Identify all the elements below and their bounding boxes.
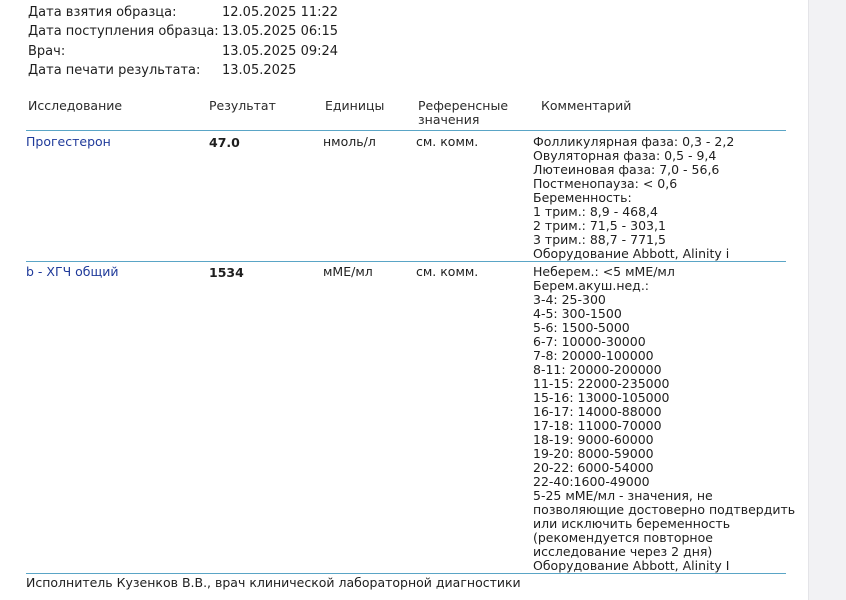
comment-line: 2 трим.: 71,5 - 303,1 (533, 218, 666, 233)
comment-line: 3 трим.: 88,7 - 771,5 (533, 232, 666, 247)
row-hcg-result: 1534 (209, 265, 244, 280)
row-progesterone-test: Прогестерон (26, 134, 111, 149)
comment-line: позволяющие достоверно подтвердить (533, 502, 796, 517)
comment-line: Оборудование Abbott, Alinity I (533, 558, 730, 573)
comment-line: Овуляторная фаза: 0,5 - 9,4 (533, 148, 717, 163)
comment-line: 5-25 мМЕ/мл - значения, не (533, 488, 713, 503)
comment-line: Оборудование Abbott, Alinity i (533, 246, 730, 261)
comment-line: или исключить беременность (533, 516, 731, 531)
comment-line: Неберем.: <5 мМЕ/мл (533, 264, 675, 279)
receipt-date-value: 13.05.2025 06:15 (222, 24, 339, 39)
header-comment: Комментарий (541, 98, 632, 113)
comment-line: 5-6: 1500-5000 (533, 320, 630, 335)
print-date-value: 13.05.2025 (222, 63, 297, 78)
doctor-label: Врач: (28, 44, 66, 59)
comment-line: Фолликулярная фаза: 0,3 - 2,2 (533, 134, 735, 149)
row-hcg-comment (533, 265, 795, 573)
row-progesterone-comment (533, 135, 734, 261)
comment-line: 1 трим.: 8,9 - 468,4 (533, 204, 658, 219)
table-bottom-divider (26, 573, 786, 574)
comment-line: 15-16: 13000-105000 (533, 390, 670, 405)
header-reference-line2: значения (418, 112, 480, 127)
comment-line: 20-22: 6000-54000 (533, 460, 654, 475)
row-hcg-test: b - ХГЧ общий (26, 264, 119, 279)
comment-line: Лютеиновая фаза: 7,0 - 56,6 (533, 162, 720, 177)
row-divider (26, 261, 786, 262)
row-progesterone-result: 47.0 (209, 135, 240, 150)
row-hcg-units: мМЕ/мл (323, 264, 373, 279)
comment-line: 16-17: 14000-88000 (533, 404, 662, 419)
header-reference-line1: Референсные (418, 98, 509, 113)
comment-line: 3-4: 25-300 (533, 292, 606, 307)
comment-line: Берем.акуш.нед.: (533, 278, 650, 293)
comment-line: 4-5: 300-1500 (533, 306, 622, 321)
comment-line: 7-8: 20000-100000 (533, 348, 654, 363)
doctor-value: 13.05.2025 09:24 (222, 44, 339, 59)
comment-line: 6-7: 10000-30000 (533, 334, 646, 349)
comment-line: исследование через 2 дня) (533, 544, 713, 559)
comment-line: 22-40:1600-49000 (533, 474, 650, 489)
receipt-date-label: Дата поступления образца: (28, 24, 219, 39)
comment-line: 19-20: 8000-59000 (533, 446, 654, 461)
performer-signature: Исполнитель Кузенков В.В., врач клинической лабораторной диагностики (26, 575, 521, 590)
comment-line: 8-11: 20000-200000 (533, 362, 662, 377)
comment-line: 11-15: 22000-235000 (533, 376, 670, 391)
row-hcg-reference: см. комм. (416, 264, 479, 279)
header-divider (26, 130, 786, 131)
header-units: Единицы (325, 98, 385, 113)
comment-line: Постменопауза: < 0,6 (533, 176, 678, 191)
comment-line: Беременность: (533, 190, 632, 205)
sample-date-label: Дата взятия образца: (28, 5, 177, 20)
row-progesterone-units: нмоль/л (323, 134, 376, 149)
header-result: Результат (209, 98, 276, 113)
comment-line: (рекомендуется повторное (533, 530, 713, 545)
header-reference (418, 99, 508, 127)
comment-line: 18-19: 9000-60000 (533, 432, 654, 447)
comment-line: 17-18: 11000-70000 (533, 418, 662, 433)
header-test: Исследование (28, 98, 123, 113)
print-date-label: Дата печати результата: (28, 63, 201, 78)
right-margin-panel (808, 0, 846, 600)
row-progesterone-reference: см. комм. (416, 134, 479, 149)
sample-date-value: 12.05.2025 11:22 (222, 5, 339, 20)
